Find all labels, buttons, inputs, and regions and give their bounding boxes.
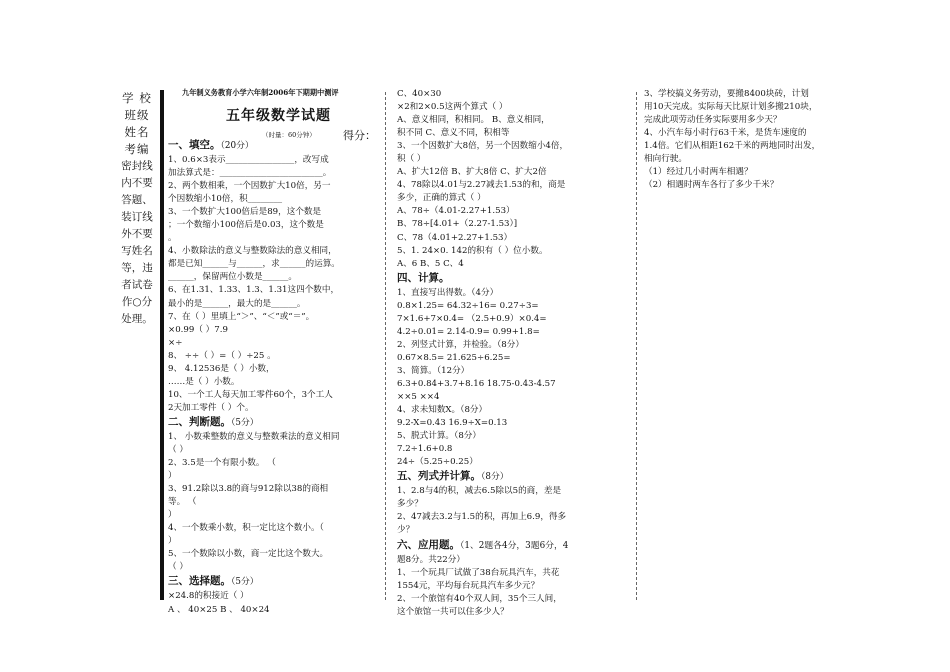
text-line: 3、简算。（12分） (397, 365, 470, 376)
column-1 (168, 138, 382, 617)
text-line: C、40×30 (397, 89, 442, 99)
section-points: （5分） (231, 417, 259, 428)
text-line: ；一个数缩小100倍后是0.03，这个数是 (168, 220, 324, 231)
text-line: 4、小汽车每小时行63千米，是货车速度的 (644, 128, 807, 139)
seal-notice (112, 158, 162, 328)
seal-line: 等，违 (121, 262, 153, 274)
text-line: C、78（4.01+2.27+1.53） (397, 232, 513, 243)
text-line: 8、 ÷÷（ ）=（ ）÷25 。 (168, 350, 276, 361)
text-line: 10、一个工人每天加工零件60个，3个工人 (168, 389, 333, 400)
text-line: 24÷（5.25÷0.25） (397, 457, 478, 468)
text-line: 少？ (397, 525, 415, 536)
text-line: 4、小数除法的意义与整数除法的意义相同， (168, 246, 337, 257)
text-line: ××5 ××4 (397, 392, 440, 403)
text-line: 5、1. 24×0. 142的积有（ ）位小数。 (397, 245, 548, 256)
column-3 (644, 88, 854, 192)
text-line: 最小的是______，最大的是______。 (168, 298, 306, 309)
text-line: 1、一个玩具厂试做了38台玩具汽车，共花 (397, 567, 560, 578)
text-line: 1、2.8与4的积，减去6.5除以5的商，差是 (397, 486, 562, 497)
text-line: A、6 B、5 C、4 (397, 258, 464, 269)
seal-line: 答题、 (121, 194, 153, 206)
page-title: 五年级数学试题 (226, 108, 331, 124)
text-line: 都是已知______与______，求______的运算。 (168, 259, 340, 270)
text-line: 。 (168, 233, 177, 244)
seal-line: 作○分 (121, 296, 153, 308)
text-line: 9.2-X=0.43 16.9÷X=0.13 (397, 418, 508, 429)
text-line: 7×1.6+7×0.4= （2.5+0.9）×0.4= (397, 313, 547, 324)
text-line: 相向行驶。 (644, 154, 687, 165)
school-label: 学 校 (122, 91, 152, 105)
seal-line: 密封线 (121, 160, 153, 172)
text-line: 4、求未知数X。（8分） (397, 405, 488, 416)
column-2 (397, 88, 633, 619)
text-line: 9、 4.12536是（ ）小数， (168, 363, 275, 374)
text-line: 2、两个数相乘，一个因数扩大10倍，另一 (168, 181, 331, 192)
exam-header: 九年制义务教育小学六年制2006年下期期中测评 (182, 88, 339, 97)
text-line: （ ） (168, 444, 188, 455)
text-line: 3、一个因数扩大8倍，另一个因数缩小4倍， (397, 141, 569, 152)
text-line: 3、91.2除以3.8的商与912除以38的商相 (168, 484, 329, 495)
text-line: ×0.99（ ）7.9 (168, 324, 228, 335)
binding-line (160, 90, 164, 600)
seal-line: 处理。 (121, 313, 153, 325)
text-line: 6、在1.31、1.33、1.3、1.31这四个数中， (168, 285, 340, 296)
section-title: 五、列式并计算。 (397, 470, 481, 483)
section-heading (397, 271, 633, 287)
text-line: 积（ ） (397, 154, 426, 165)
text-line: 7.2÷1.6+0.8 (397, 444, 453, 455)
score-field[interactable]: 得分： (343, 129, 376, 142)
column-divider-2 (636, 92, 637, 600)
text-line: 4.2÷0.01= 2.14-0.9= 0.99+1.8= (397, 326, 540, 337)
text-line: 等。 （ (168, 497, 197, 508)
section-title: 一、填空。 (168, 139, 221, 151)
text-line: 1、直接写出得数。（4分） (397, 287, 499, 298)
text-line: A、78÷（4.01-2.27+1.53） (397, 206, 515, 217)
section-points: （20分） (220, 141, 254, 151)
section-heading (397, 538, 633, 554)
text-line: ×24.8的积接近（ ） (168, 591, 249, 602)
text-line: 1、 小数乘整数的意义与整数乘法的意义相同 (168, 431, 340, 442)
text-line: 完成此项劳动任务实际要用多少天？ (644, 115, 782, 126)
text-line: B、78÷[4.01+（2.27-1.53）] (397, 219, 518, 230)
seal-line: 装订线 (121, 211, 153, 223)
text-line: （1）经过几小时两车相遇？ (644, 167, 753, 178)
name-label: 姓名 (124, 125, 150, 139)
seal-line: 者试卷 (121, 279, 153, 291)
text-line: ______，保留两位小数是______。 (168, 272, 297, 283)
text-line: 2天加工零件（ ）个。 (168, 402, 254, 413)
text-line: 加法算式是：________________________。 (168, 168, 332, 179)
time-limit: （时量：60分钟） (262, 131, 316, 139)
text-line: 用10天完成。实际每天比原计划多搬210块， (644, 102, 818, 113)
text-line: 5、脱式计算。（8分） (397, 431, 481, 442)
text-line: 2、3.5是一个有限小数。 （ (168, 458, 276, 469)
text-line: 2、列竖式计算，并检验。（8分） (397, 339, 524, 350)
section-title: 六、应用题。 (397, 538, 460, 551)
text-line: 多少，正确的算式（ ） (397, 193, 486, 204)
section-title: 二、判断题。 (168, 415, 231, 428)
text-line: 4、一个数乘小数，积一定比这个数小。（ (168, 523, 324, 534)
section-heading (168, 574, 382, 590)
text-line: （ ） (168, 562, 188, 573)
text-line: 1.4倍。它们从相距162千米的两地同时出发， (644, 141, 821, 152)
section-title: 三、选择题。 (168, 575, 231, 588)
section-title: 四、计算。 (397, 271, 450, 284)
text-line: ） (168, 510, 177, 521)
text-line: 多少？ (397, 499, 423, 510)
text-line: 3、一个数扩大100倍后是89，这个数是 (168, 207, 322, 218)
text-line: 1554元，平均每台玩具汽车多少元？ (397, 580, 540, 591)
text-line: 6.3+0.84+3.7+8.16 18.75-0.43-4.57 (397, 378, 556, 389)
text-line: ） (168, 471, 177, 482)
exam-number-label: 考编 (124, 142, 150, 156)
text-line: 4、78除以4.01与2.27减去1.53的和，商是 (397, 180, 566, 191)
text-line: （2）相遇时两车各行了多少千米？ (644, 180, 779, 191)
text-line: A 、 40×25 B 、 40×24 (168, 604, 270, 615)
text-line: ） (168, 536, 177, 547)
text-line: 0.67×8.5= 21.625÷6.25= (397, 352, 511, 363)
text-line: 2、一个旅馆有40个双人间，35个三人间， (397, 593, 562, 604)
text-line: 2、47减去3.2与1.5的积，再加上6.9，得多 (397, 512, 567, 523)
text-line: A、扩大12倍 B、扩大8倍 C、扩大2倍 (397, 167, 547, 178)
section-points: （1、2题各4分，3题6分，4 (460, 540, 569, 551)
text-line: 3、学校搞义务劳动，要搬8400块砖，计划 (644, 89, 809, 99)
seal-line: 外不要 (121, 228, 153, 240)
section-heading (397, 469, 633, 485)
section-heading (168, 138, 382, 154)
text-line: 积不同 C、意义不同，积相等 (397, 128, 510, 139)
class-label: 班级 (124, 108, 150, 122)
text-line: 个因数缩小10倍，积________ (168, 194, 283, 205)
text-line: 7、在（ ）里填上“＞”、“＜”或“＝”。 (168, 311, 315, 322)
text-line: 1、0.6×3表示________________，改写成 (168, 155, 329, 165)
text-line: 5、一个数除以小数，商一定比这个数大。 (168, 549, 329, 560)
seal-line: 内不要 (121, 177, 153, 189)
text-line: 这个旅馆一共可以住多少人？ (397, 606, 509, 617)
seal-line: 写姓名 (121, 245, 153, 257)
section-points: （5分） (231, 577, 259, 588)
binding-sidebar (112, 90, 162, 328)
text-line: ×÷ (168, 337, 183, 348)
text-line: A、意义相同，积相同。 B、意义相同， (397, 115, 550, 126)
text-line: ×2和2×0.5这两个算式（ ） (397, 102, 508, 113)
text-line: 0.8×1.25= 64.32÷16= 0.27÷3= (397, 300, 539, 311)
section-heading (168, 415, 382, 431)
column-divider-1 (385, 92, 386, 600)
section-points: （8分） (481, 472, 509, 483)
text-line: ……是（ ）小数。 (168, 376, 240, 387)
text-line: 题8分。共22分） (397, 554, 465, 565)
